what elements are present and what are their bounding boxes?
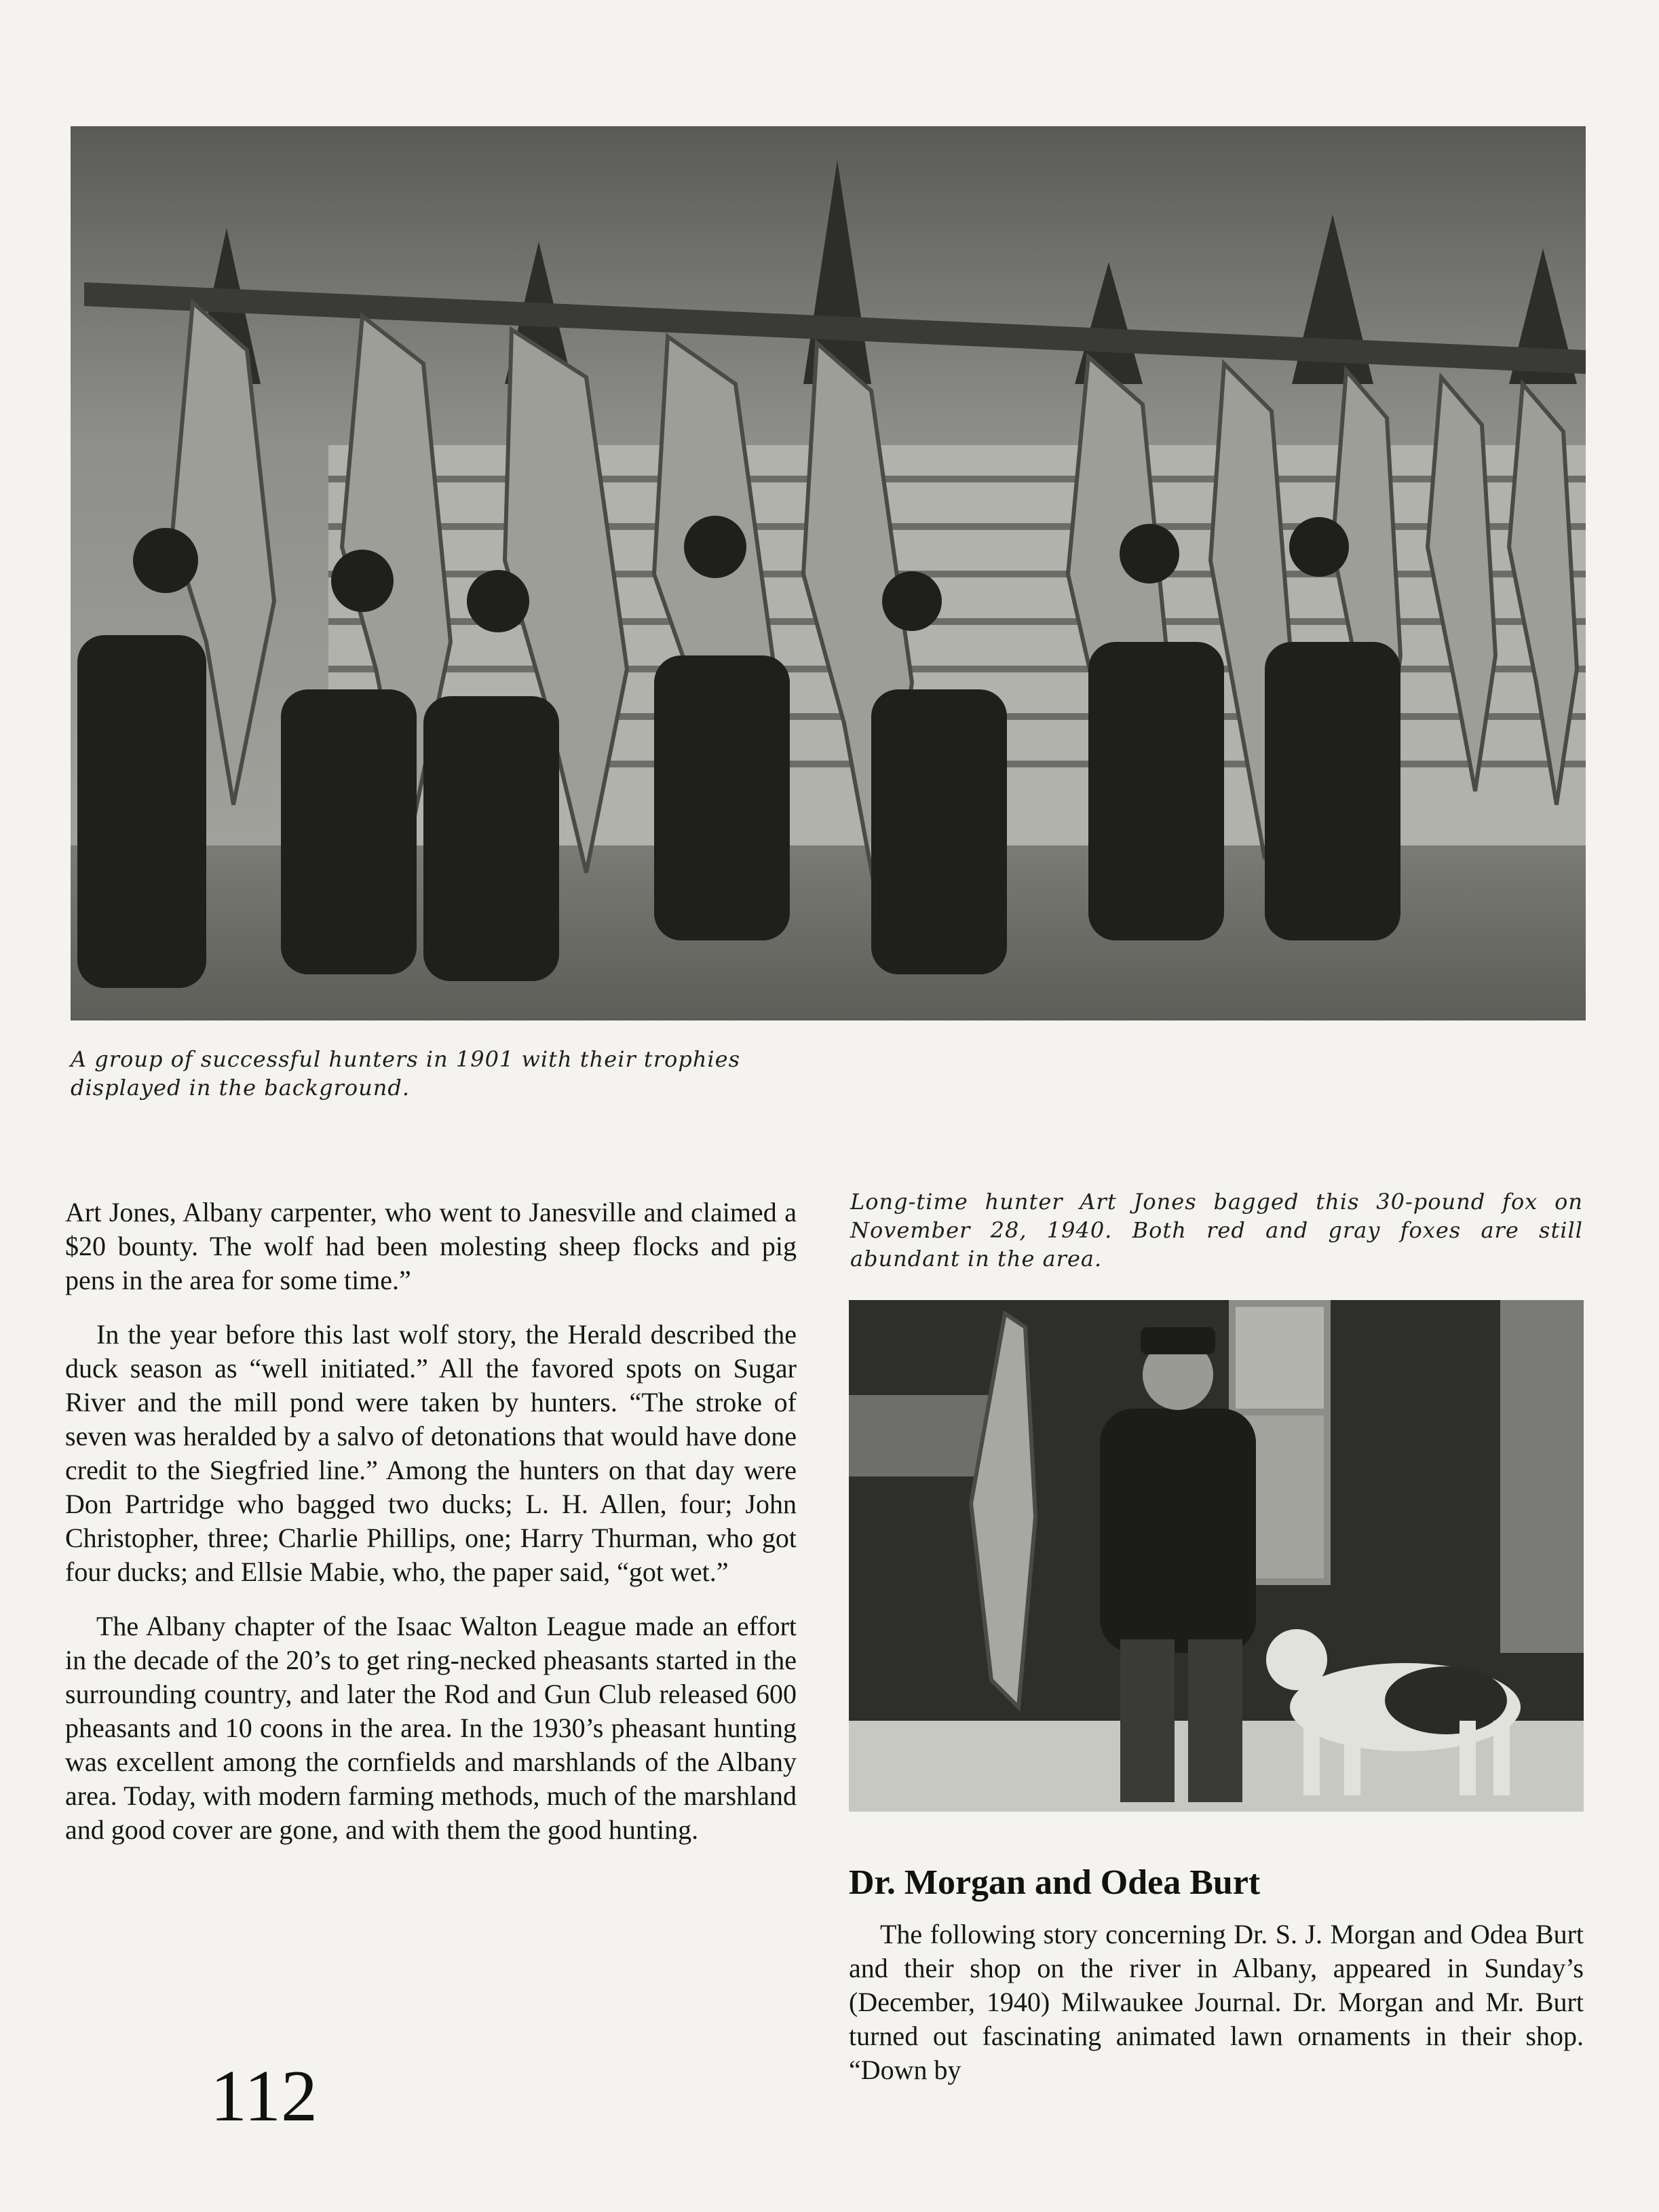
- left-column-text: [65, 1196, 797, 1867]
- paragraph: In the year before this last wolf story, the Herald described the duck season as “well initiated.” All the favored spots on Sugar River and the mill pond were taken by hunters. “The stroke of seven was heralded by a salvo of detonations that would have done credit to the Siegfried line.” Among the hunters on that day were Don Partridge who bagged two ducks; L. H. Allen, four; John Christopher, three; Charlie Phillips, one; Harry Thurman, who got four ducks; and Ellsie Mabie, who, the paper said, “got wet.”: [65, 1319, 797, 1587]
- section-heading: Dr. Morgan and Odea Burt: [849, 1863, 1261, 1902]
- paragraph: The following story concerning Dr. S. J. Morgan and Odea Burt and their shop on the river in Albany, appeared in Sunday’s (December, 1940) Milwaukee Journal. Dr. Morgan and Mr. Burt turned out fascinating animated lawn ornaments in their shop. “Down by: [849, 1919, 1584, 2085]
- fox-photo-caption: Long-time hunter Art Jones bagged this 30-pound fox on November 28, 1940. Both red and gray foxes are still abundant in the area.: [850, 1189, 1583, 1272]
- right-column-text: [849, 1918, 1584, 2108]
- paragraph: The Albany chapter of the Isaac Walton League made an effort in the decade of the 20’s to get ring-necked pheasants started in the surrounding country, and later the Rod and Gun Club released 600 pheasants and 10 coons in the area. In the 1930’s pheasant hunting was excellent among the cornfields and marshlands of the Albany area. Today, with modern farming methods, much of the marshland and good cover are gone, and with them the good hunting.: [65, 1611, 797, 1845]
- fox-photo: [849, 1300, 1584, 1812]
- hunters-photo: [71, 126, 1586, 1021]
- hunters-photo-caption: A group of successful hunters in 1901 with their trophies displayed in the background.: [71, 1046, 741, 1101]
- page-number: 112: [210, 2056, 318, 2137]
- paragraph: Art Jones, Albany carpenter, who went to Janesville and claimed a $20 bounty. The wolf had been molesting sheep flocks and pig pens in the area for some time.”: [65, 1197, 797, 1295]
